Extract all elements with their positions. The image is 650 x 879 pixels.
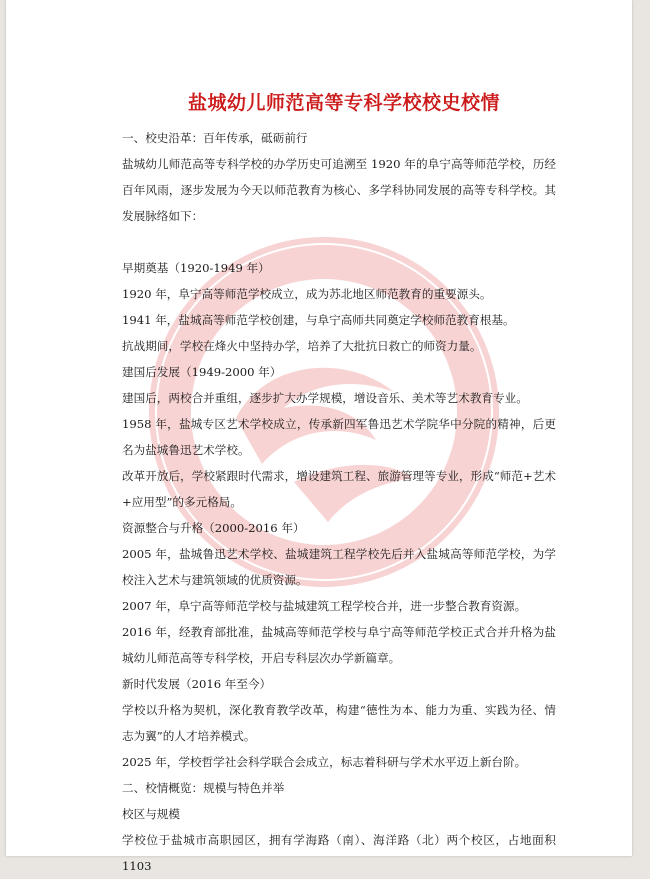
intro-paragraph: 盐城幼儿师范高等专科学校的办学历史可追溯至 1920 年的阜宁高等师范学校，历经百年风雨，逐步发展为今天以师范教育为核心、多学科协同发展的高等专科学校。其发展脉络如下： (122, 157, 556, 223)
document-page (6, 0, 632, 873)
paragraph: 学校位于盐城市高职园区，拥有学海路（南）、海洋路（北）两个校区，占地面积 1103 (122, 833, 556, 873)
period-heading-early: 早期奠基（1920-1949 年） (122, 261, 270, 275)
paragraph: 1958 年，盐城专区艺术学校成立，传承新四军鲁迅艺术学院华中分院的精神，后更名为盐城鲁迅艺术学校。 (122, 417, 556, 457)
section-heading-overview: 二、校情概览：规模与特色并举 (122, 781, 285, 795)
subheading-campus: 校区与规模 (122, 807, 180, 821)
document-body (122, 88, 556, 879)
paragraph: 2025 年，学校哲学社会科学联合会成立，标志着科研与学术水平迈上新台阶。 (122, 755, 527, 769)
paragraph: 2005 年，盐城鲁迅艺术学校、盐城建筑工程学校先后并入盐城高等师范学校，为学校注入艺术与建筑领域的优质资源。 (122, 547, 556, 587)
paragraph: 2016 年，经教育部批准，盐城高等师范学校与阜宁高等师范学校正式合并升格为盐城幼儿师范高等专科学校，开启专科层次办学新篇章。 (122, 625, 556, 665)
period-heading-new-era: 新时代发展（2016 年至今） (122, 677, 272, 691)
section-heading-history: 一、校史沿革：百年传承，砥砺前行 (122, 131, 308, 145)
period-heading-postwar: 建国后发展（1949-2000 年） (122, 365, 282, 379)
page-title: 盐城幼儿师范高等专科学校校史校情 (188, 92, 501, 114)
paragraph: 1920 年，阜宁高等师范学校成立，成为苏北地区师范教育的重要源头。 (122, 287, 492, 301)
blank-line (122, 229, 556, 255)
paragraph: 改革开放后，学校紧跟时代需求，增设建筑工程、旅游管理等专业，形成“师范+艺术+应用型”的多元格局。 (122, 469, 556, 509)
period-heading-integration: 资源整合与升格（2000-2016 年） (122, 521, 305, 535)
paragraph: 2007 年，阜宁高等师范学校与盐城建筑工程学校合并，进一步整合教育资源。 (122, 599, 527, 613)
paragraph: 抗战期间，学校在烽火中坚持办学，培养了大批抗日救亡的师资力量。 (122, 339, 482, 353)
paragraph: 1941 年，盐城高等师范学校创建，与阜宁高师共同奠定学校师范教育根基。 (122, 313, 515, 327)
paragraph: 学校以升格为契机，深化教育教学改革，构建“德性为本、能力为重、实践为径、情志为翼”的人才培养模式。 (122, 703, 556, 743)
paragraph: 建国后，两校合并重组，逐步扩大办学规模，增设音乐、美术等艺术教育专业。 (122, 391, 528, 405)
